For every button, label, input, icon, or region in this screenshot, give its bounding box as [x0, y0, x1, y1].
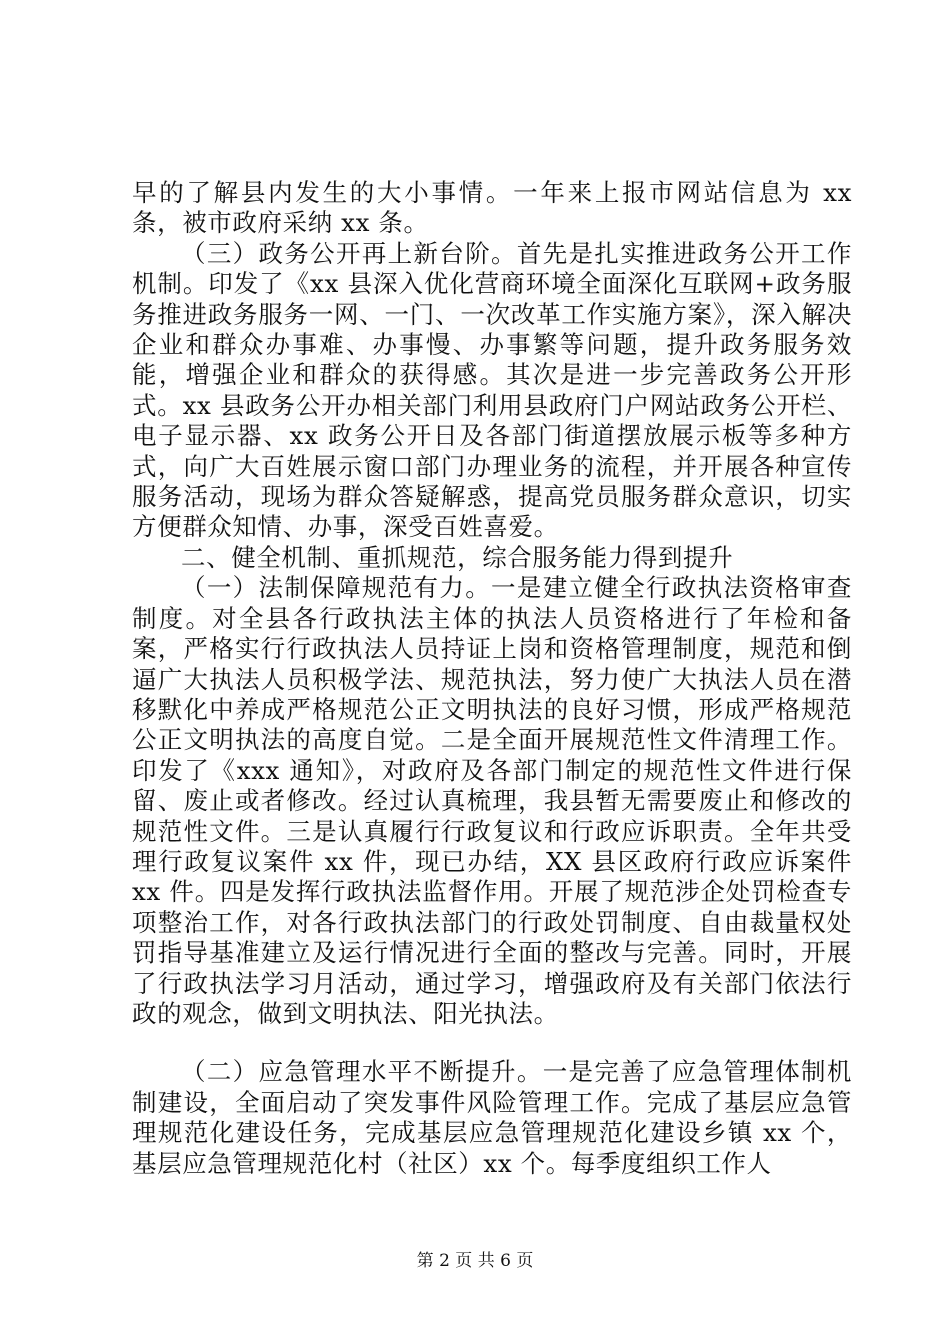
page-footer: 第 2 页 共 6 页	[416, 1251, 534, 1271]
paragraph-emergency-management: （二）应急管理水平不断提升。一是完善了应急管理体制机制建设，全面启动了突发事件风险管理工作。完成了基层应急管理规范化建设任务，完成基层应急管理规范化建设乡镇 xx 个，基层应急管理规范化村（社区）xx 个。每季度组织工作人	[132, 1057, 852, 1178]
document-body	[132, 178, 852, 1179]
section-heading-two: 二、健全机制、重抓规范，综合服务能力得到提升	[181, 542, 734, 572]
paragraph-continuation: 早的了解县内发生的大小事情。一年来上报市网站信息为 xx 条，被市政府采纳 xx 条。	[132, 178, 852, 238]
paragraph-open-government: （三）政务公开再上新台阶。首先是扎实推进政务公开工作机制。印发了《xx 县深入优化营商环境全面深化互联网+政务服务推进政务服务一网、一门、一次改革工作实施方案》，深入解决企业和群众办事难、办事慢、办事繁等问题，提升政务服务效能，增强企业和群众的获得感。其次是进一步完善政务公开形式。xx 县政务公开办相关部门利用县政府门户网站政务公开栏、电子显示器、xx 政务公开日及各部门街道摆放展示板等多种方式，向广大百姓展示窗口部门办理业务的流程，并开展各种宣传服务活动，现场为群众答疑解惑，提高党员服务群众意识，切实方便群众知情、办事，深受百姓喜爱。	[132, 238, 852, 542]
paragraph-legal-guarantee: （一）法制保障规范有力。一是建立健全行政执法资格审查制度。对全县各行政执法主体的执法人员资格进行了年检和备案，严格实行行政执法人员持证上岗和资格管理制度，规范和倒逼广大执法人员积极学法、规范执法，努力使广大执法人员在潜移默化中养成严格规范公正文明执法的良好习惯，形成严格规范公正文明执法的高度自觉。二是全面开展规范性文件清理工作。印发了《xxx 通知》，对政府及各部门制定的规范性文件进行保留、废止或者修改。经过认真梳理，我县暂无需要废止和修改的规范性文件。三是认真履行行政复议和行政应诉职责。全年共受理行政复议案件 xx 件，现已办结，XX 县区政府行政应诉案件 xx 件。四是发挥行政执法监督作用。开展了规范涉企处罚检查专项整治工作，对各行政执法部门的行政处罚制度、自由裁量权处罚指导基准建立及运行情况进行全面的整改与完善。同时，开展了行政执法学习月活动，通过学习，增强政府及有关部门依法行政的观念，做到文明执法、阳光执法。	[132, 573, 852, 1028]
